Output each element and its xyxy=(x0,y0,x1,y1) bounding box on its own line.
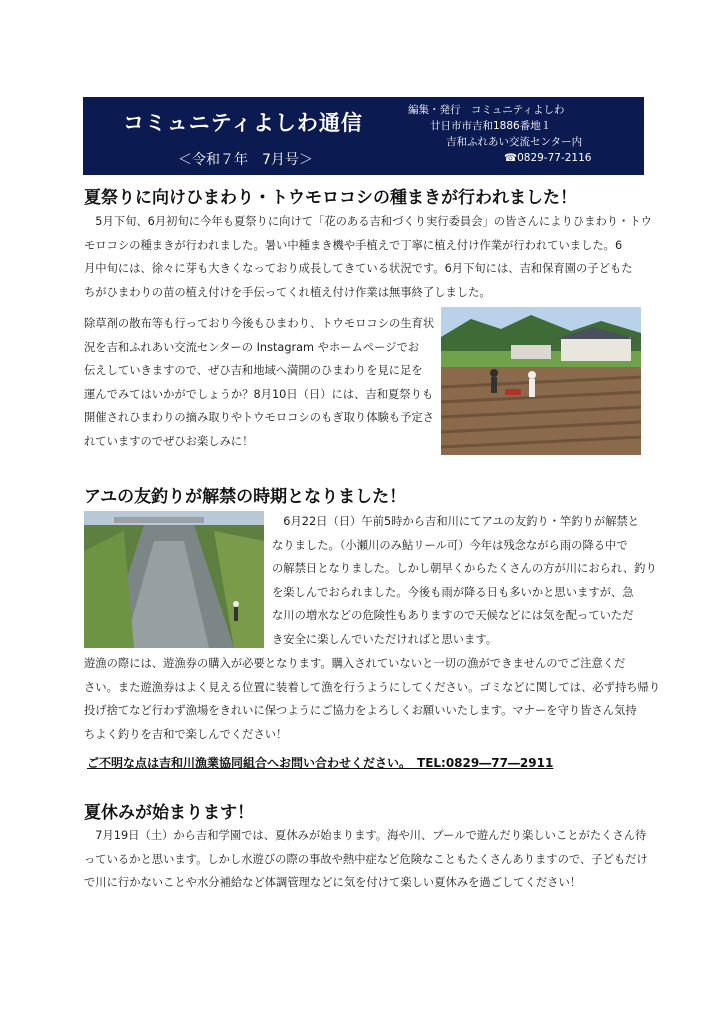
issue-label: ＜令和７年 7月号＞ xyxy=(178,152,313,168)
article-body xyxy=(84,824,648,895)
text-line: 伝えしていきますので、ぜひ吉和地域へ満開のひまわりを見に足を xyxy=(84,364,423,377)
text-line: 6月22日（日）午前5時から吉和川にてアユの友釣り・竿釣りが解禁と xyxy=(272,515,640,528)
article-body xyxy=(272,510,657,651)
publisher-line: 編集・発行 コミュニティよしわ xyxy=(408,104,565,116)
article-heading-summer-break: 夏休みが始まります！ xyxy=(84,803,254,823)
text-line: ちよく釣りを吉和で楽しんでください！ xyxy=(84,727,288,741)
article-body xyxy=(84,312,434,453)
phone-number: ☎0829-77-2116 xyxy=(504,152,592,164)
text-line: れていますのでぜひお楽しみに！ xyxy=(84,434,254,448)
text-line: 投げ捨てなど行わず漁場をきれいに保つようにご協力をよろしくお願いいたします。マナーを守り皆さん気持 xyxy=(84,704,637,717)
newsletter-title: コミュニティよしわ通信 xyxy=(123,111,363,135)
newsletter-banner xyxy=(83,97,644,175)
text-line: なりました。（小瀬川のみ鮎リール可）今年は残念ながら雨の降る中で xyxy=(272,538,628,552)
article-heading-ayu-fishing: アユの友釣りが解禁の時期となりました！ xyxy=(84,487,407,507)
address-line: 廿日市市吉和1886番地１ xyxy=(430,120,552,132)
text-line: な川の増水などの危険性もありますので天候などには気を配っていただ xyxy=(272,609,634,622)
text-line: を楽しんでおられました。今後も雨が降る日も多いかと思いますが、急 xyxy=(272,585,634,599)
text-line: 遊漁の際には、遊漁券の購入が必要となります。購入されていないと一切の漁ができませんのでご注意くだ xyxy=(84,657,626,670)
text-line: 運んでみてはいかがでしょうか？8月10日（日）には、吉和夏祭りも xyxy=(84,387,434,401)
text-line: の解禁日となりました。しかし朝早くからたくさんの方が川におられ、釣り xyxy=(272,562,657,575)
river-fishing-photo xyxy=(84,511,264,648)
text-line: っているかと思います。しかし水遊びの際の事故や熱中症など危険なこともたくさんありますので、子どもだけ xyxy=(84,852,648,866)
text-line: き安全に楽しんでいただければと思います。 xyxy=(272,632,498,646)
text-line: さい。また遊漁券はよく見える位置に装着して漁を行うようにしてください。ゴミなどに関しては、必ず持ち帰り xyxy=(84,680,661,694)
article-heading-sunflower: 夏祭りに向けひまわり・トウモロコシの種まきが行われました！ xyxy=(84,188,577,208)
text-line: 5月下旬、6月初旬に今年も夏祭りに向けて「花のある吉和づくり実行委員会」の皆さんによりひまわり・トウ xyxy=(84,215,652,228)
fishery-contact-line: ご不明な点は吉和川漁業協同組合へお問い合わせください。 TEL:0829―77―2911 xyxy=(87,756,554,770)
field-planting-photo xyxy=(441,307,641,455)
article-body xyxy=(84,652,660,746)
text-line: モロコシの種まきが行われました。暑い中種まき機や手植えで丁寧に植え付け作業が行われていました。6 xyxy=(84,238,623,252)
text-line: 除草剤の散布等も行っており今後もひまわり、トウモロコシの生育状 xyxy=(84,317,435,330)
text-line: ちがひまわりの苗の植え付けを手伝ってくれ植え付け作業は無事終了しました。 xyxy=(84,285,491,299)
publisher-info xyxy=(408,102,591,166)
address-line: 吉和ふれあい交流センター内 xyxy=(446,136,583,148)
text-line: で川に行かないことや水分補給など体調管理などに気を付けて楽しい夏休みを過ごしてください！ xyxy=(84,876,582,889)
article-body xyxy=(84,210,652,304)
text-line: 開催されひまわりの摘み取りやトウモロコシのもぎ取り体験も予定さ xyxy=(84,411,434,424)
text-line: 7月19日（土）から吉和学園では、夏休みが始まります。海や川、プールで遊んだり楽しいことがたくさん待 xyxy=(84,829,647,842)
text-line: 月中旬には、徐々に芽も大きくなっており成長してきている状況です。6月下旬には、吉和保育園の子どもた xyxy=(84,262,633,275)
text-line: 況を吉和ふれあい交流センターの Instagram やホームページでお xyxy=(84,340,420,354)
